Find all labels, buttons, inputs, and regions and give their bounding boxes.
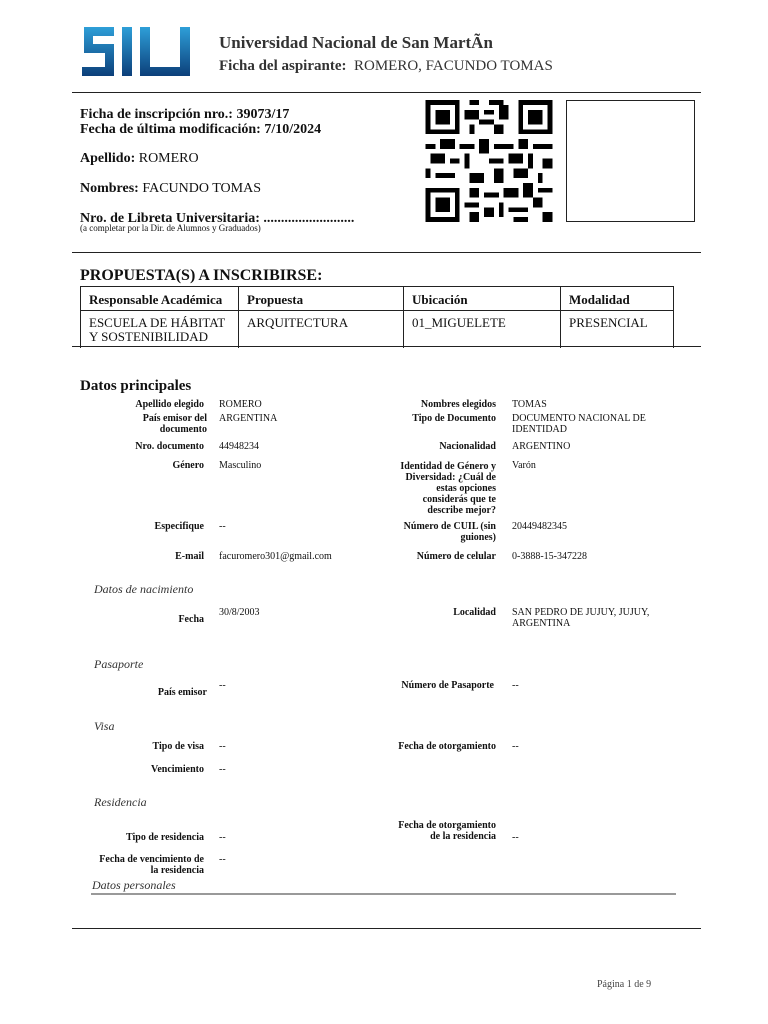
- propuestas-title: PROPUESTA(S) A INSCRIBIRSE:: [80, 267, 323, 284]
- residencia-vencimiento-value: --: [219, 854, 226, 865]
- nombres-value: FACUNDO TOMAS: [142, 181, 261, 196]
- table-row: [81, 311, 674, 349]
- siu-logo: [80, 25, 194, 78]
- genero-value: Masculino: [219, 460, 262, 471]
- residencia-otorgamiento-value: --: [512, 832, 519, 843]
- nombres-label: Nombres:: [80, 181, 139, 196]
- nombres-line: [80, 181, 261, 197]
- localidad-label: Localidad: [453, 607, 496, 618]
- university-name: Universidad Nacional de San MartÃn: [219, 33, 493, 52]
- cuil-value: 20449482345: [512, 521, 567, 532]
- genero-label: Género: [172, 460, 204, 471]
- apellido-line: [80, 151, 199, 167]
- col-propuesta: Propuesta: [239, 287, 404, 311]
- especifique-value: --: [219, 521, 226, 532]
- modificacion-line: [80, 122, 321, 138]
- apellido-label: Apellido:: [80, 151, 136, 166]
- residencia-title: Residencia: [94, 795, 147, 809]
- cell-responsable: ESCUELA DE HÁBITAT Y SOSTENIBILIDAD: [81, 311, 239, 349]
- applicant-heading: [219, 58, 553, 75]
- visa-tipo-value: --: [219, 741, 226, 752]
- header-divider: [72, 92, 701, 93]
- col-modalidad: Modalidad: [561, 287, 674, 311]
- qr-code: [424, 100, 554, 222]
- residencia-tipo-value: --: [219, 832, 226, 843]
- cell-ubicacion: 01_MIGUELETE: [404, 311, 561, 349]
- nombres-elegidos-value: TOMAS: [512, 399, 547, 410]
- personales-underline: [91, 893, 676, 895]
- cell-propuesta: ARQUITECTURA: [239, 311, 404, 349]
- nombres-elegidos-label: Nombres elegidos: [420, 399, 496, 410]
- pasaporte-pais-label: País emisor: [157, 687, 207, 698]
- applicant-name: ROMERO, FACUNDO TOMAS: [354, 58, 553, 74]
- visa-otorgamiento-label: Fecha de otorgamiento: [398, 741, 496, 752]
- nacimiento-title: Datos de nacimiento: [94, 582, 194, 596]
- pasaporte-title: Pasaporte: [94, 657, 144, 671]
- cuil-label: Número de CUIL (sin guiones): [403, 521, 496, 543]
- tipo-doc-label: Tipo de Documento: [412, 413, 496, 424]
- apellido-elegido-label: Apellido elegido: [135, 399, 204, 410]
- pais-emisor-doc-value: ARGENTINA: [219, 413, 278, 424]
- nacionalidad-value: ARGENTINO: [512, 441, 571, 452]
- col-responsable: Responsable Académica: [81, 287, 239, 311]
- photo-box: [566, 100, 695, 222]
- propuestas-table: [80, 286, 674, 348]
- pais-emisor-doc-label: País emisor del documento: [142, 413, 207, 435]
- visa-vencimiento-value: --: [219, 764, 226, 775]
- table-header-row: [81, 287, 674, 311]
- cell-modalidad: PRESENCIAL: [561, 311, 674, 349]
- inscripcion-label: Ficha de inscripción nro.:: [80, 107, 233, 122]
- residencia-otorgamiento-label: Fecha de otorgamiento de la residencia: [398, 820, 496, 842]
- nacimiento-fecha-label: Fecha: [178, 614, 204, 625]
- col-ubicacion: Ubicación: [404, 287, 561, 311]
- inscripcion-value: 39073/17: [236, 107, 290, 122]
- inscripcion-line: [80, 107, 289, 123]
- modificacion-value: 7/10/2024: [264, 122, 322, 137]
- libreta-note: (a completar por la Dir. de Alumnos y Graduados): [80, 223, 261, 233]
- nro-doc-value: 44948234: [219, 441, 259, 452]
- residencia-vencimiento-label: Fecha de vencimiento de la residencia: [99, 854, 204, 876]
- nacimiento-fecha-value: 30/8/2003: [219, 607, 260, 618]
- principales-title: Datos principales: [80, 378, 192, 394]
- info-divider: [72, 252, 701, 253]
- pasaporte-numero-label: Número de Pasaporte: [401, 680, 494, 691]
- email-value: facuromero301@gmail.com: [219, 551, 332, 562]
- celular-label: Número de celular: [416, 551, 496, 562]
- apellido-elegido-value: ROMERO: [219, 399, 262, 410]
- identidad-label: Identidad de Género y Diversidad: ¿Cuál de estas opciones considerás que te describe mejor?: [400, 461, 496, 516]
- visa-vencimiento-label: Vencimiento: [151, 764, 204, 775]
- email-label: E-mail: [175, 551, 204, 562]
- modificacion-label: Fecha de última modificación:: [80, 122, 261, 137]
- tipo-doc-value: DOCUMENTO NACIONAL DE IDENTIDAD: [512, 413, 646, 435]
- pasaporte-pais-value: --: [219, 680, 226, 691]
- especifique-label: Especifique: [154, 521, 204, 532]
- visa-tipo-label: Tipo de visa: [152, 741, 204, 752]
- pasaporte-numero-value: --: [512, 680, 519, 691]
- table-bottom-line: [72, 346, 701, 347]
- visa-otorgamiento-value: --: [512, 741, 519, 752]
- nacionalidad-label: Nacionalidad: [439, 441, 496, 452]
- nro-doc-label: Nro. documento: [135, 441, 204, 452]
- apellido-value: ROMERO: [138, 151, 199, 166]
- celular-value: 0-3888-15-347228: [512, 551, 587, 562]
- personales-title: Datos personales: [92, 878, 176, 892]
- localidad-value: SAN PEDRO DE JUJUY, JUJUY, ARGENTINA: [512, 607, 650, 629]
- ficha-label: Ficha del aspirante:: [219, 58, 347, 74]
- libreta-value: ..........................: [263, 211, 355, 226]
- visa-title: Visa: [94, 719, 115, 733]
- page-number: Página 1 de 9: [597, 979, 652, 990]
- bottom-divider: [72, 928, 701, 929]
- libreta-label: Nro. de Libreta Universitaria:: [80, 211, 260, 226]
- identidad-value: Varón: [512, 460, 536, 471]
- residencia-tipo-label: Tipo de residencia: [126, 832, 204, 843]
